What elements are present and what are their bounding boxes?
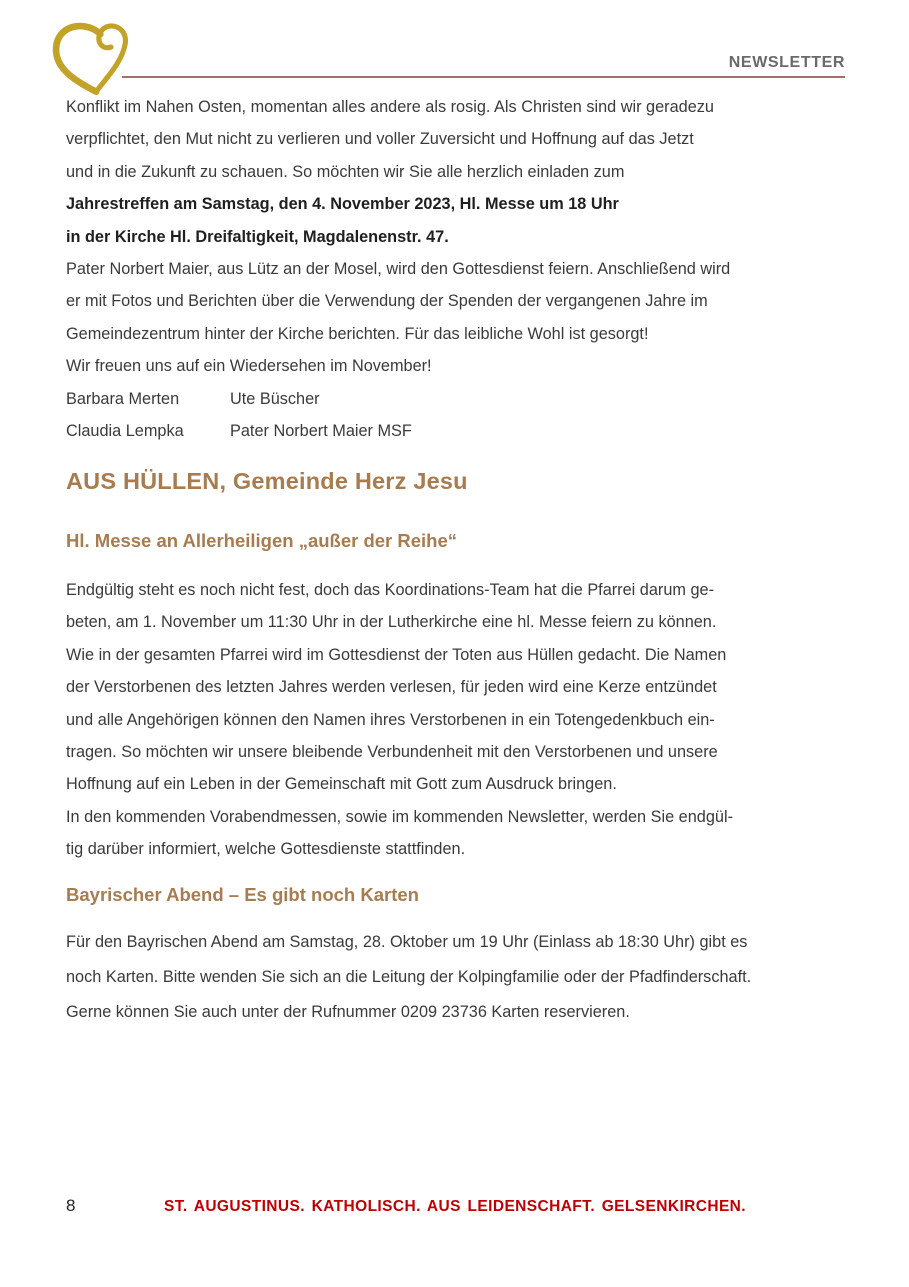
section-heading: AUS HÜLLEN, Gemeinde Herz Jesu: [66, 468, 468, 494]
article-body-allerheiligen: [66, 574, 856, 866]
text-line: verpflichtet, den Mut nicht zu verlieren und voller Zuversicht und Hoffnung auf das Jetzt: [66, 130, 694, 149]
text-line: Konflikt im Nahen Osten, momentan alles andere als rosig. Als Christen sind wir geradezu: [66, 98, 714, 116]
text-line: tragen. So möchten wir unsere bleibende Verbundenheit mit den Verstorbenen und unsere: [66, 743, 718, 762]
text-line: beten, am 1. November um 11:30 Uhr in der Lutherkirche eine hl. Messe feiern zu können.: [66, 613, 717, 632]
text-line: er mit Fotos und Berichten über die Verwendung der Spenden der vergangenen Jahre im: [66, 292, 708, 311]
signature-row: [66, 415, 856, 447]
signature-block: [66, 383, 856, 448]
text-line: noch Karten. Bitte wenden Sie sich an die Leitung der Kolpingfamilie oder der Pfadfinderschaft.: [66, 968, 752, 986]
invitation-line: Jahrestreffen am Samstag, den 4. November 2023, Hl. Messe um 18 Uhr: [66, 195, 619, 214]
signature-name: Ute Büscher: [230, 389, 320, 408]
article-title-bayrischer-abend: Bayrischer Abend – Es gibt noch Karten: [66, 884, 419, 905]
invitation-line: in der Kirche Hl. Dreifaltigkeit, Magdalenenstr. 47.: [66, 227, 449, 246]
article-body-bayrischer-abend: [66, 925, 856, 1030]
page-number: 8: [66, 1196, 76, 1215]
text-line: und in die Zukunft zu schauen. So möchten wir Sie alle herzlich einladen zum: [66, 162, 625, 181]
signature-name: Pater Norbert Maier MSF: [230, 422, 412, 441]
intro-paragraph: [66, 91, 856, 188]
text-line: In den kommenden Vorabendmessen, sowie im kommenden Newsletter, werden Sie endgül-: [66, 807, 733, 826]
text-line: Gerne können Sie auch unter der Rufnummer 0209 23736 Karten reservieren.: [66, 1003, 630, 1021]
header-rule: [122, 76, 845, 78]
text-line: Für den Bayrischen Abend am Samstag, 28. Oktober um 19 Uhr (Einlass ab 18:30 Uhr) gibt es: [66, 933, 748, 951]
article-title-allerheiligen: Hl. Messe an Allerheiligen „außer der Reihe“: [66, 530, 458, 551]
signature-row: [66, 383, 856, 415]
details-paragraph: [66, 253, 856, 383]
text-line: der Verstorbenen des letzten Jahres werden verlesen, für jeden wird eine Kerze entzündet: [66, 678, 717, 697]
footer-slogan: ST. AUGUSTINUS. KATHOLISCH. AUS LEIDENSCHAFT. GELSENKIRCHEN.: [164, 1198, 746, 1215]
heart-logo-icon: [49, 19, 138, 100]
text-line: tig darüber informiert, welche Gottesdienste stattfinden.: [66, 840, 466, 859]
text-line: und alle Angehörigen können den Namen ihres Verstorbenen in ein Totengedenkbuch ein-: [66, 710, 715, 729]
invitation-paragraph: [66, 188, 856, 253]
text-line: Pater Norbert Maier, aus Lütz an der Mosel, wird den Gottesdienst feiern. Anschließend wird: [66, 260, 731, 279]
text-line: Hoffnung auf ein Leben in der Gemeinschaft mit Gott zum Ausdruck bringen.: [66, 775, 617, 794]
text-line: Endgültig steht es noch nicht fest, doch das Koordinations-Team hat die Pfarrei darum ge-: [66, 581, 714, 599]
text-line: Wie in der gesamten Pfarrei wird im Gottesdienst der Toten aus Hüllen gedacht. Die Namen: [66, 645, 727, 664]
intro-block: [66, 91, 856, 447]
signature-name: Barbara Merten: [66, 389, 180, 408]
signature-name: Claudia Lempka: [66, 422, 184, 441]
text-line: Wir freuen uns auf ein Wiedersehen im November!: [66, 357, 432, 376]
newsletter-brand: NEWSLETTER: [728, 54, 845, 71]
text-line: Gemeindezentrum hinter der Kirche berichten. Für das leibliche Wohl ist gesorgt!: [66, 324, 649, 343]
